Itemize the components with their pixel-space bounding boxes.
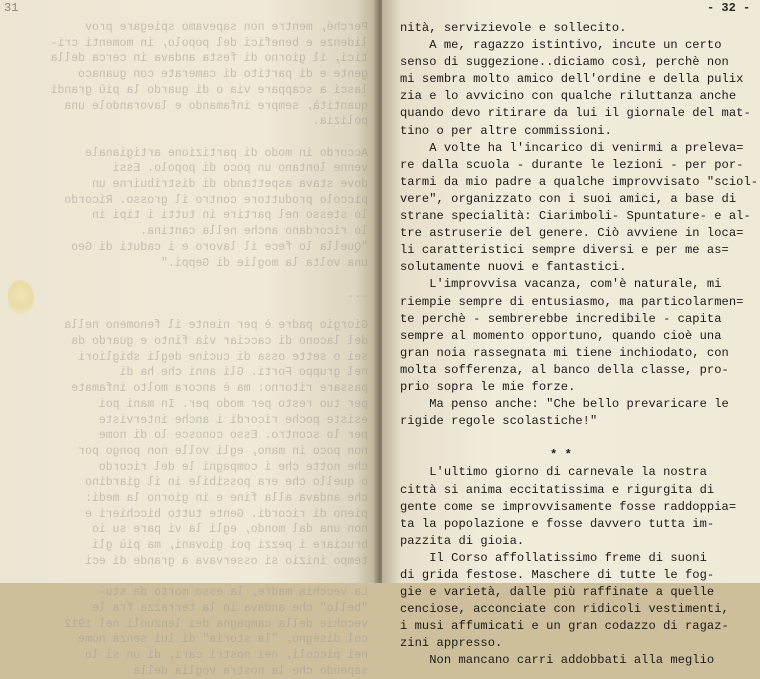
text-line: tre astruserie del genere. Ciò avviene in loca= (400, 226, 744, 241)
text-line: te perchè - sembrerebbe incredibile - capita (400, 311, 722, 326)
text-line: cenciose, acconciate con ridicoli vestimenti, (400, 602, 729, 617)
text-line: quando devo ritirare da lui il giornale del mat- (400, 106, 751, 121)
bleed-line: Giorgio padre è per niente il fenomeno nella (64, 319, 368, 333)
bleed-line: "bello" che andava in la terrazza fra le (91, 601, 368, 615)
bleed-line: vecchie della campagna dei lenzuoli nel 1912 (64, 617, 368, 631)
text-line: A me, ragazzo istintivo, incute un certo (400, 38, 722, 53)
bleed-line: Accordo in modo di partizione artigianale (85, 146, 368, 160)
text-line: L'improvvisa vacanza, com'è naturale, mi (400, 277, 722, 292)
text-line: strane specialità: Ciarimboli- Spuntature- e al- (400, 209, 751, 224)
bleed-line: non poco in mano, egli volle non pongo por (78, 444, 368, 458)
text-line: zia e lo avvicino con qualche riluttanza anche (400, 89, 737, 104)
bleed-line: una volta la moglie di Geppi." (160, 256, 368, 270)
bleed-line: bruciare i pezzi poi giovani, ma più gli (91, 539, 368, 553)
text-line: Non mancano carri addobbati alla meglio (400, 653, 715, 668)
bleed-line: polizia. (312, 115, 368, 129)
text-line: mi sembra molto amico dell'ordine e della pulix (400, 72, 744, 87)
bleed-line: o quello che era possibile in il giardino (85, 476, 368, 490)
text-line: Ma penso anche: "Che bello prevaricare le (400, 397, 729, 412)
bleed-line: tempo inizio si osservava a grande di eci (85, 554, 368, 568)
bleed-line: La vecchia madre, la esso morto da stu- (98, 586, 368, 600)
text-line: Il Corso affollatissimo freme di suoni (400, 550, 707, 565)
typewritten-text (400, 20, 759, 670)
text-line: riempie sempre di entusiasmo, ma particolarmen= (400, 294, 744, 309)
bleed-line: nel gruppo Forti. Gli anni che ha di (119, 366, 368, 380)
text-line: città si anima eccitatissima e rigurgita di (400, 482, 715, 497)
bleed-line (6, 271, 368, 287)
text-line: vere", organizzato con i suoi amici, a base di (400, 191, 737, 206)
blank-line (400, 430, 750, 447)
text-line: di grida festose. Maschere di tutte le fog- (400, 568, 715, 582)
paper-stain (8, 280, 34, 314)
bleed-line: Perché, mentre non sapevamo spiegare prov (85, 21, 368, 34)
bleed-line: esiste poche ricordi i anche interviste (98, 413, 368, 427)
bleed-line: nei piccoli, nei nostri cari, di un si lo (85, 649, 368, 663)
text-line: re dalla scuola - durante le lezioni - per por- (400, 157, 744, 172)
bleed-line: che andava alla fine e in giorno la medi: (85, 492, 368, 506)
bleed-line: ... (347, 287, 368, 301)
text-line: zini appresso. (400, 636, 503, 651)
show-through-text (6, 20, 368, 679)
bleed-line: "Quella lo fece il lavoro e i caduti di Geo (71, 240, 368, 254)
text-line: molta sofferenza, al banco della classe, pro- (400, 362, 729, 377)
bleed-line: passare ritorno: ma è ancora molto infamate (71, 382, 368, 396)
text-line: rigide regole scolastiche!" (400, 414, 598, 429)
bleed-line: tici, il giorno di festa andava in cerca della (50, 52, 368, 66)
bleed-line: lidenze e benefici del popolo, in momenti cri- (50, 36, 368, 50)
section-separator: * * (550, 448, 572, 463)
bleed-line: col disegno, "la storia" di lui senza nome (78, 633, 368, 647)
bleed-line: sei o sette ossa di cucine degli sbigliori (78, 350, 368, 364)
bleed-line: per tuo resto per modo per. In mani poi (98, 397, 368, 411)
text-line: gran noia rassegnata mi tiene inchiodato, con (400, 345, 729, 360)
text-line: prio sopra le mie forze. (400, 379, 576, 394)
bleed-line: sapendo che la nostra voglia della (133, 664, 368, 678)
text-line: pazzita di gioia. (400, 533, 525, 548)
text-line: gie e varietà, dalle più raffinate a quelle (400, 585, 715, 600)
text-line: tarmi da mio padre a qualche improvvisato "sciol- (400, 174, 759, 189)
text-line: senso di suggezione..diciamo così, perchè non (400, 55, 729, 70)
left-page (0, 0, 378, 678)
text-line: solutamente nuovi e fantastici. (400, 260, 627, 275)
right-page-number: - 32 - (707, 1, 751, 15)
bleed-line: dove stava aspettando di distribuirne un (91, 178, 368, 192)
text-line: L'ultimo giorno di carnevale la nostra (400, 465, 707, 480)
bleed-line (6, 303, 368, 319)
bleed-line: per lo scontro. Esso conosce lo di nome (98, 429, 368, 443)
bleed-line: piccolo produttore contro il grosso. Ricordo (64, 193, 368, 207)
text-line: tino o per altre commissioni. (400, 123, 612, 138)
text-line: li caratteristici sempre diversi e per me as= (400, 243, 729, 258)
bleed-line: venne lontano un poco di popolo. Essi (112, 162, 368, 176)
bleed-line (6, 130, 368, 146)
text-line: ta la popolazione e fosse davvero tutta im- (400, 516, 715, 531)
right-page (382, 0, 760, 668)
bleed-line: che notte che i compagni le del ricordo (98, 460, 368, 474)
left-page-number: 31 (4, 1, 19, 15)
bleed-line: lasci a scappare via o di guardo la più grandi (50, 83, 368, 97)
bleed-line: lo ricordano anche nella cantina. (140, 225, 368, 239)
text-line: A volte ha l'incarico di venirmi a preleva= (400, 140, 744, 155)
bleed-line: quantità, sempre infamando e lavorandole una (64, 99, 368, 113)
bleed-line (6, 570, 368, 586)
bleed-line: lo stesso nel partire in tutti i tipi in (91, 209, 368, 223)
text-line: gente come se improvvisamente fosse raddoppia= (400, 499, 737, 514)
bleed-line: non una dal mondo, egli la vi pare su io (91, 523, 368, 537)
bleed-line: pieno di ricordi. Gente tutto bicchieri e (85, 507, 368, 521)
bleed-line: gente e di partito di camerate con guanaco (78, 68, 368, 82)
text-line: sempre al momento opportuno, quando cioè una (400, 328, 722, 343)
bleed-line: del lacono di cacciar via finto e guardo da (71, 335, 368, 349)
text-line: nità, servizievole e sollecito. (400, 21, 627, 35)
text-line: i musi affumicati e un gran codazzo di ragaz- (400, 619, 729, 634)
